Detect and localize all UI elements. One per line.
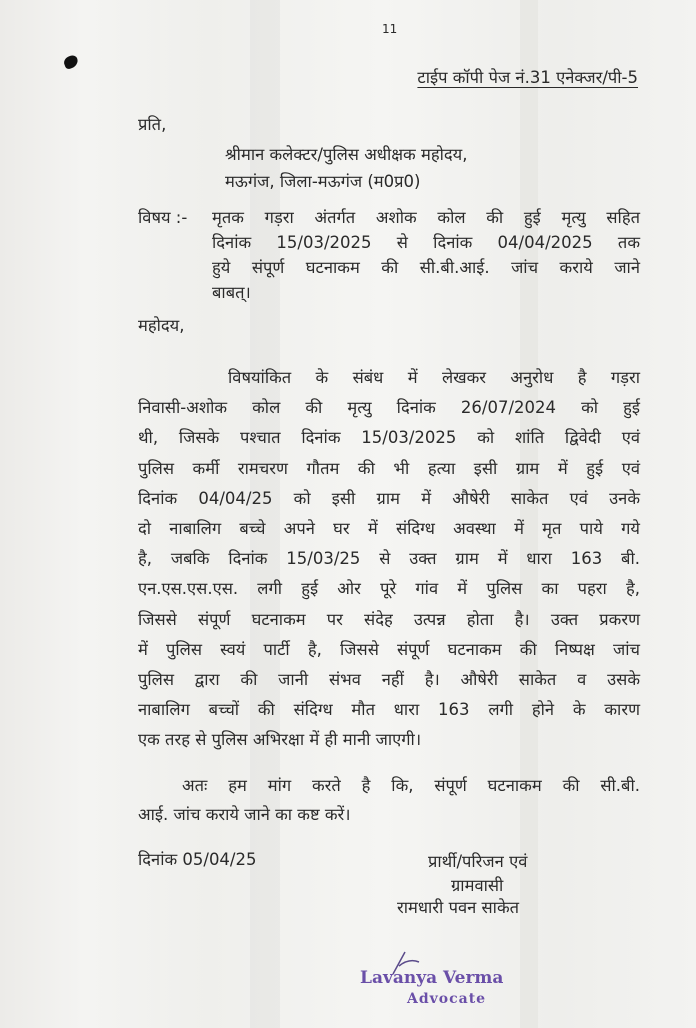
body-line: में पुलिस स्वयं पार्टी है, जिससे संपूर्ण घटनाकम की निष्पक्ष जांच <box>138 639 640 659</box>
signatory-line: प्रार्थी/परिजन एवं <box>428 852 528 871</box>
subject-label: विषय :- <box>138 208 188 227</box>
body-line: है, जबकि दिनांक 15/03/25 से उक्त ग्राम में धारा 163 बी. <box>138 549 640 569</box>
greeting: महोदय, <box>138 316 185 335</box>
subject-line: मृतक गड़रा अंतर्गत अशोक कोल की हुई मृत्यु सहित <box>212 208 640 227</box>
document-header: टाईप कॉपी पेज नं.31 एनेक्जर/पी-5 <box>417 68 638 87</box>
body-line: विषयांकित के संबंध में लेखकर अनुरोध है गड़रा <box>228 368 640 387</box>
body-line: दिनांक 04/04/25 को इसी ग्राम में औषेरी साकेत एवं उनके <box>138 488 640 508</box>
subject-line: दिनांक 15/03/2025 से दिनांक 04/04/2025 तक <box>212 233 640 252</box>
scan-streak <box>520 0 538 1028</box>
stamp-name: Lavanya Verma <box>360 968 504 988</box>
stamp-title: Advocate <box>407 991 487 1007</box>
addressee-line: श्रीमान कलेक्टर/पुलिस अधीक्षक महोदय, <box>225 145 468 164</box>
signatory-line: ग्रामवासी <box>451 876 504 895</box>
subject-line: हुये संपूर्ण घटनाकम की सी.बी.आई. जांच कराये जाने <box>212 258 640 277</box>
signatory-name: रामधारी पवन साकेत <box>397 898 520 917</box>
body-line: नाबालिग बच्चों की संदिग्ध मौत धारा 163 लगी होने के कारण <box>138 700 640 720</box>
body-line: थी, जिसके पश्चात दिनांक 15/03/2025 को शांति द्विवेदी एवं <box>138 428 640 448</box>
scan-mark <box>62 54 79 70</box>
addressee-line: मऊगंज, जिला-मऊगंज (म0प्र0) <box>225 172 421 191</box>
body-line: पुलिस कर्मी रामचरण गौतम की भी हत्या इसी ग्राम में हुई एवं <box>138 458 640 478</box>
body-line: एक तरह से पुलिस अभिरक्षा में ही मानी जाएगी। <box>138 730 422 750</box>
page-number: 11 <box>382 22 398 36</box>
body-line: एन.एस.एस.एस. लगी हुई ओर पूरे गांव में पुलिस का पहरा है, <box>138 579 640 599</box>
body-line: निवासी-अशोक कोल की मृत्यु दिनांक 26/07/2024 को हुई <box>138 398 640 418</box>
salutation-to: प्रति, <box>138 115 167 134</box>
body-line: पुलिस द्वारा की जानी संभव नहीं है। औषेरी साकेत व उसके <box>138 670 640 689</box>
request-line: आई. जांच कराये जाने का कष्ट करें। <box>138 805 351 824</box>
body-line: जिससे संपूर्ण घटनाकम पर संदेह उत्पन्न होता है। उक्त प्रकरण <box>138 609 640 629</box>
date-line: दिनांक 05/04/25 <box>138 850 257 869</box>
body-line: दो नाबालिग बच्चे अपने घर में संदिग्ध अवस्था में मृत पाये गये <box>138 519 640 538</box>
subject-line: बाबत्। <box>212 283 251 302</box>
request-line: अतः हम मांग करते है कि, संपूर्ण घटनाकम की सी.बी. <box>182 776 640 795</box>
